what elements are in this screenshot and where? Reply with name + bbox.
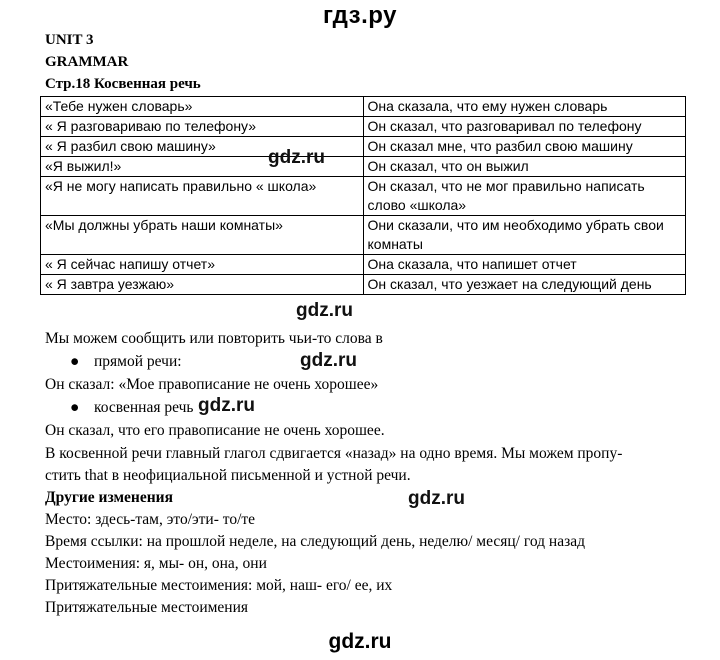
site-header: гдз.ру [323, 2, 397, 29]
section-title: GRAMMAR [45, 54, 129, 70]
bullet-item [70, 398, 193, 418]
rule-text-line: В косвенной речи главный глагол сдвигается «назад» на одно время. Мы можем пропу- [45, 445, 623, 462]
direct-speech-cell: «Я не могу написать правильно « школа» [41, 177, 364, 216]
watermark: gdz.ru [268, 147, 325, 168]
direct-speech-cell: « Я завтра уезжаю» [41, 275, 364, 295]
table-row [41, 117, 686, 137]
pronouns-line: Местоимения: я, мы- он, она, они [45, 555, 267, 572]
table-row [41, 177, 686, 216]
table-row [41, 137, 686, 157]
table-row [41, 157, 686, 177]
speech-table [40, 96, 686, 295]
direct-speech-cell: «Я выжил!» [41, 157, 364, 177]
watermark: gdz.ru [296, 300, 353, 321]
reported-speech-cell: Она сказала, что напишет отчет [363, 255, 686, 275]
watermark: gdz.ru [408, 488, 465, 509]
possessive-line: Притяжательные местоимения [45, 599, 249, 616]
table-row [41, 216, 686, 255]
bullet-text: прямой речи: [94, 353, 182, 370]
other-changes-heading: Другие изменения [45, 489, 173, 506]
watermark: gdz.ru [198, 395, 255, 416]
bullet-icon: ● [70, 399, 80, 416]
reported-speech-cell: Он сказал, что разговаривал по телефону [363, 117, 686, 137]
direct-speech-cell: « Я сейчас напишу отчет» [41, 255, 364, 275]
rule-text-line: стить that в неофициальной письменной и устной речи. [45, 467, 411, 484]
direct-speech-cell: « Я разговариваю по телефону» [41, 117, 364, 137]
reported-speech-cell: Она сказала, что ему нужен словарь [363, 97, 686, 117]
example-reported: Он сказал, что его правописание не очень хорошее. [45, 422, 385, 439]
table-row [41, 255, 686, 275]
bullet-icon: ● [70, 353, 80, 370]
reported-speech-cell: Он сказал, что не мог правильно написать слово «школа» [363, 177, 686, 216]
direct-speech-cell: « Я разбил свою машину» [41, 137, 364, 157]
reported-speech-cell: Они сказали, что им необходимо убрать свои комнаты [363, 216, 686, 255]
direct-speech-cell: «Мы должны убрать наши комнаты» [41, 216, 364, 255]
topic-title: Стр.18 Косвенная речь [45, 76, 201, 92]
unit-title: UNIT 3 [45, 32, 94, 48]
time-line: Время ссылки: на прошлой неделе, на следующий день, неделю/ месяц/ год назад [45, 533, 585, 550]
watermark: gdz.ru [300, 350, 357, 371]
bullet-item [70, 352, 182, 372]
place-line: Место: здесь-там, это/эти- то/те [45, 511, 256, 528]
table-row [41, 97, 686, 117]
example-direct: Он сказал: «Мое правописание не очень хорошее» [45, 376, 379, 393]
reported-speech-cell: Он сказал, что уезжает на следующий день [363, 275, 686, 295]
footer-watermark: gdz.ru [328, 630, 392, 653]
bullet-text: косвенная речь [94, 399, 194, 416]
reported-speech-cell: Он сказал, что он выжил [363, 157, 686, 177]
direct-speech-cell: «Тебе нужен словарь» [41, 97, 364, 117]
possessive-line: Притяжательные местоимения: мой, наш- его/ ее, их [45, 577, 393, 594]
reported-speech-cell: Он сказал мне, что разбил свою машину [363, 137, 686, 157]
table-row [41, 275, 686, 295]
intro-text: Мы можем сообщить или повторить чьи-то слова в [45, 330, 383, 347]
